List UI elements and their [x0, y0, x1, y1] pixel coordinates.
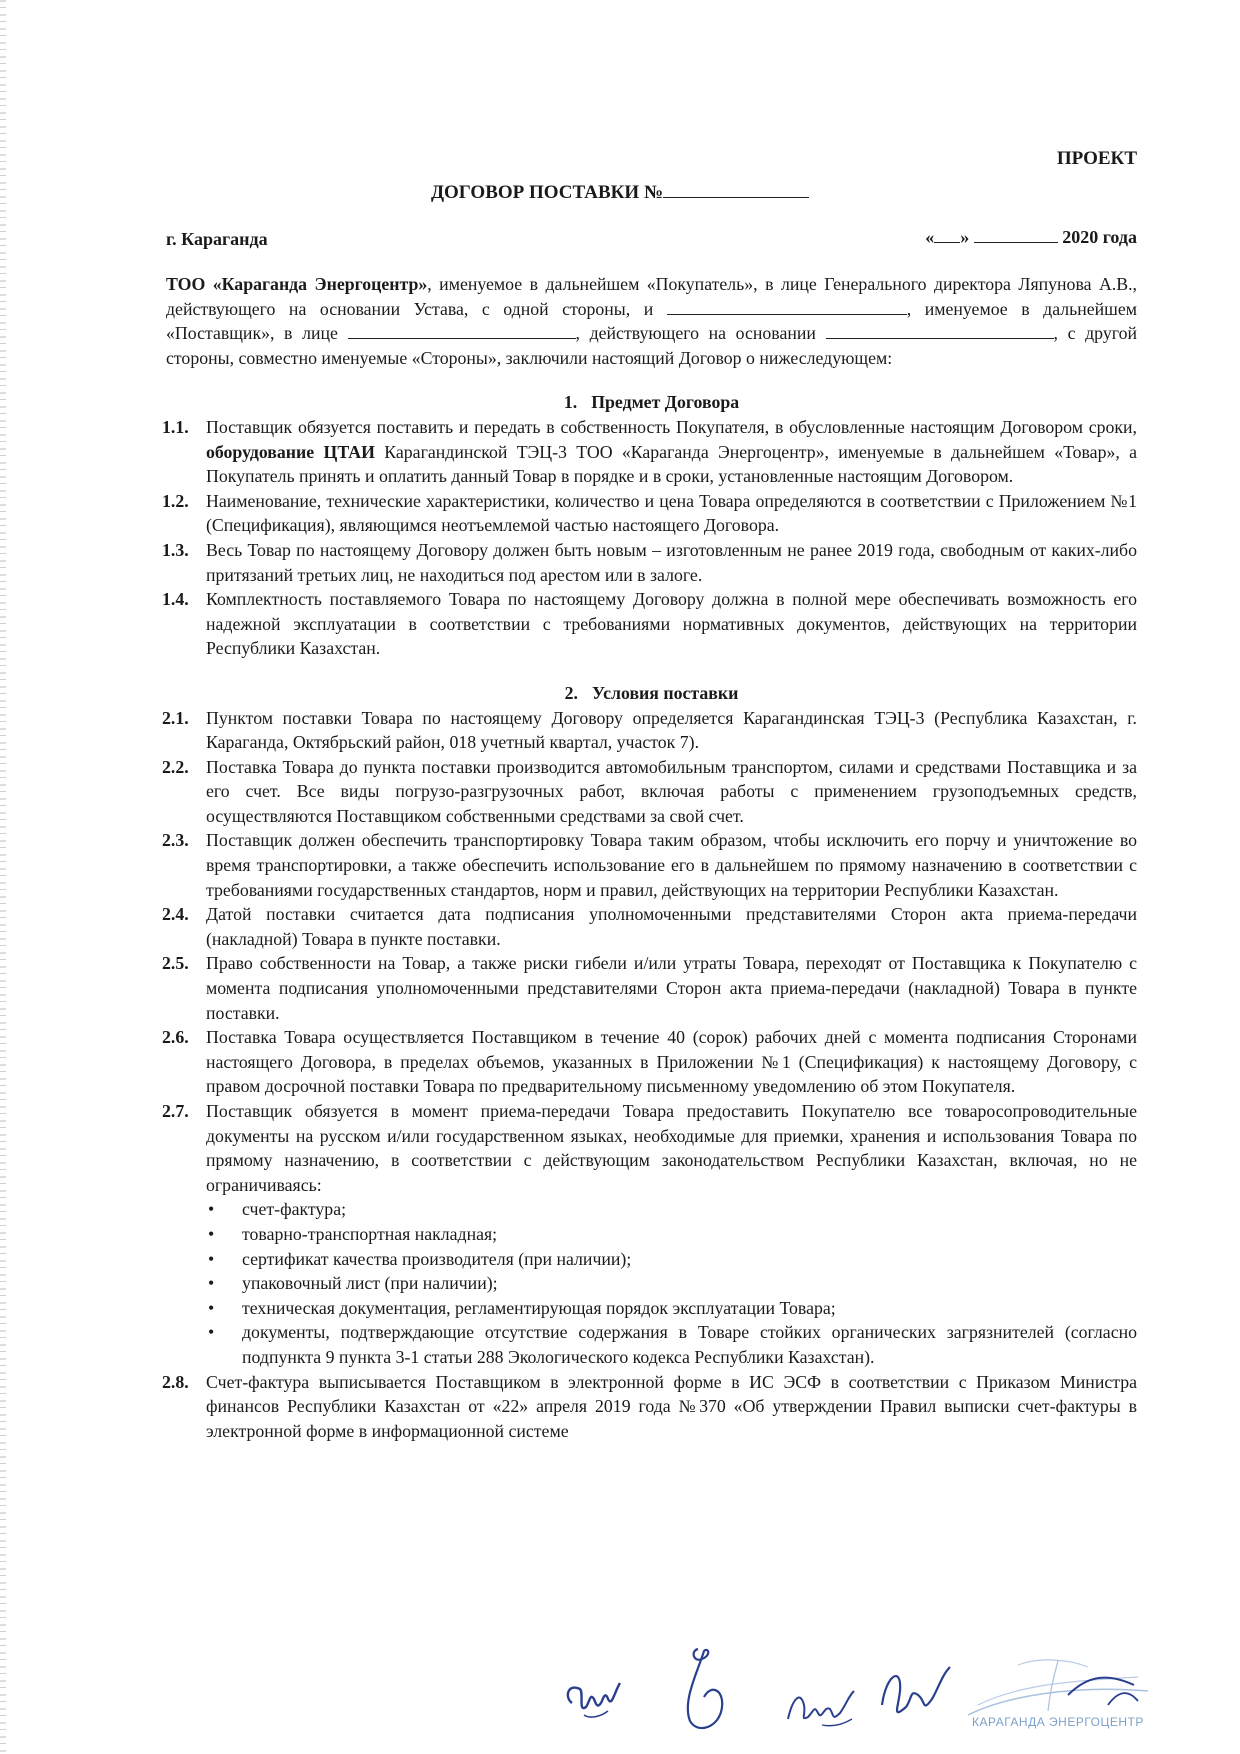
- draft-label: ПРОЕКТ: [1056, 148, 1137, 169]
- signature-3: [782, 1675, 862, 1735]
- signature-4: [872, 1655, 962, 1735]
- clause-1-3: 1.3. Весь Товар по настоящему Договору должен быть новым – изготовленным не ранее 2019 года, свободным от каких-либо притязаний третьих лиц, не находиться под арестом или в залоге.: [162, 539, 1137, 585]
- contract-title: ДОГОВОР ПОСТАВКИ №: [0, 180, 1240, 204]
- clause-2-6: 2.6. Поставка Товара осуществляется Поставщиком в течение 40 (сорок) рабочих дней с момента подписания Сторонами настоящего Договора, в пределах объемов, указанных в Приложении №1 (Спецификация) к настоящему Договору, с правом досрочной поставки Товара по предварительному письменному уведомлению об этом Покупателя.: [162, 1027, 1137, 1097]
- contract-date: « » 2020 года: [925, 227, 1137, 247]
- clause-2-5: 2.5. Право собственности на Товар, а также риски гибели и/или утраты Товара, переходят от Поставщика к Покупателю с момента подписания уполномоченными представителями Сторон акта приема-передачи (накладной) Товара в пункте поставки.: [162, 953, 1137, 1023]
- signatures-area: [520, 1645, 1180, 1745]
- bullet-icon: •: [208, 1297, 215, 1318]
- supplier-representative-blank: [348, 321, 576, 339]
- clause-2-1: 2.1. Пунктом поставки Товара по настоящему Договору определяется Карагандинская ТЭЦ-3 (Республика Казахстан, г. Караганда, Октябрьский район, 018 учетный квартал, участок 7).: [162, 707, 1137, 753]
- document-list-item: • товарно-транспортная накладная;: [166, 1222, 1137, 1247]
- document-list-item: • документы, подтверждающие отсутствие содержания в Товаре стойких органических загрязнителей (согласно подпункта 9 пункта 3-1 статьи 288 Экологического кодекса Республики Казахстан).: [208, 1322, 1137, 1367]
- clause-1-2: 1.2. Наименование, технические характеристики, количество и цена Товара определяются в соответствии с Приложением №1 (Спецификация), являющимся неотъемлемой частью настоящего Договора.: [162, 490, 1137, 536]
- scan-edge-artifact: [0, 0, 6, 1754]
- supplier-basis-blank: [826, 321, 1054, 339]
- document-list-item: • техническая документация, регламентирующая порядок эксплуатации Товара;: [166, 1296, 1137, 1321]
- contract-city: г. Караганда: [166, 229, 268, 249]
- contract-body: [162, 272, 1137, 1443]
- document-list-item: • счет-фактура;: [166, 1197, 1137, 1222]
- clause-2-3: 2.3. Поставщик должен обеспечить транспортировку Товара таким образом, чтобы исключить его порчу и уничтожение во время транспортировки, а также обеспечить использование его в дальнейшем по прямому назначению в соответствии с требованиями государственных стандартов, норм и правил, действующих на территории Республики Казахстан.: [162, 830, 1137, 900]
- contract-number-blank: [663, 180, 809, 198]
- supplier-name-blank: [667, 297, 907, 315]
- buyer-name: ТОО «Караганда Энергоцентр»: [166, 274, 428, 294]
- day-blank: [934, 225, 960, 243]
- bullet-icon: •: [208, 1273, 215, 1294]
- clause-2-4: 2.4. Датой поставки считается дата подписания уполномоченными представителями Сторон акта приема-передачи (накладной) Товара в пункте поставки.: [162, 904, 1137, 949]
- clause-2-8: 2.8. Счет-фактура выписывается Поставщиком в электронной форме в ИС ЭСФ в соответствии с Приказом Министра финансов Республики Казахстан от «22» апреля 2019 года №370 «Об утверждении Правил выписки счет-фактуры в электронной форме в информационной системе: [162, 1371, 1137, 1441]
- bullet-icon: •: [208, 1322, 215, 1343]
- bullet-icon: •: [208, 1248, 215, 1269]
- bullet-icon: •: [208, 1199, 215, 1220]
- document-list-item: • упаковочный лист (при наличии);: [166, 1271, 1137, 1296]
- stamp-text: КАРАГАНДА ЭНЕРГОЦЕНТР: [972, 1715, 1144, 1729]
- section-2-heading: 2. Условия поставки: [564, 682, 739, 703]
- section-1-heading: 1. Предмет Договора: [563, 392, 740, 413]
- clause-2-7: 2.7. Поставщик обязуется в момент приема-передачи Товара предоставить Покупателю все товаросопроводительные документы на русском и/или государственном языках, необходимые для приемки, хранения и использования Товара по прямому назначению, в соответствии с действующим законодательством Республики Казахстан, включая, но не ограничиваясь:: [162, 1101, 1137, 1195]
- clause-1-4: 1.4. Комплектность поставляемого Товара по настоящему Договору должна в полной мере обеспечивать возможность его надежной эксплуатации в соответствии с требованиями нормативных документов, действующих на территории Республики Казахстан.: [162, 589, 1137, 659]
- preamble: ТОО «Караганда Энергоцентр», именуемое в дальнейшем «Покупатель», в лице Генерального директора Ляпунова А.В., действующего на основании Устава, с одной стороны, и , именуемое в дальнейшем «Поставщик», в лице , действующего на основании , с другой стороны, совместно именуемые «Стороны», заключили настоящий Договор о нижеследующем:: [166, 274, 1137, 368]
- bullet-icon: •: [208, 1223, 215, 1244]
- signature-2: [668, 1641, 738, 1741]
- month-blank: [974, 225, 1058, 243]
- clause-2-2: 2.2. Поставка Товара до пункта поставки производится автомобильным транспортом, силами и средствами Поставщика и за его счет. Все виды погрузо-разгрузочных работ, включая работы с применением грузоподъемных средств, осуществляются Поставщиком собственными средствами за свой счет.: [162, 756, 1137, 826]
- clause-1-1: 1.1. Поставщик обязуется поставить и передать в собственность Покупателя, в обусловленные настоящим Договором сроки, оборудование ЦТАИ Карагандинской ТЭЦ-3 ТОО «Караганда Энергоцентр», именуемые в дальнейшем «Товар», а Покупатель принять и оплатить данный Товар в порядке и в сроки, установленные настоящим Договором.: [162, 416, 1137, 487]
- document-list-item: • сертификат качества производителя (при наличии);: [166, 1247, 1137, 1272]
- signature-1: [560, 1653, 630, 1733]
